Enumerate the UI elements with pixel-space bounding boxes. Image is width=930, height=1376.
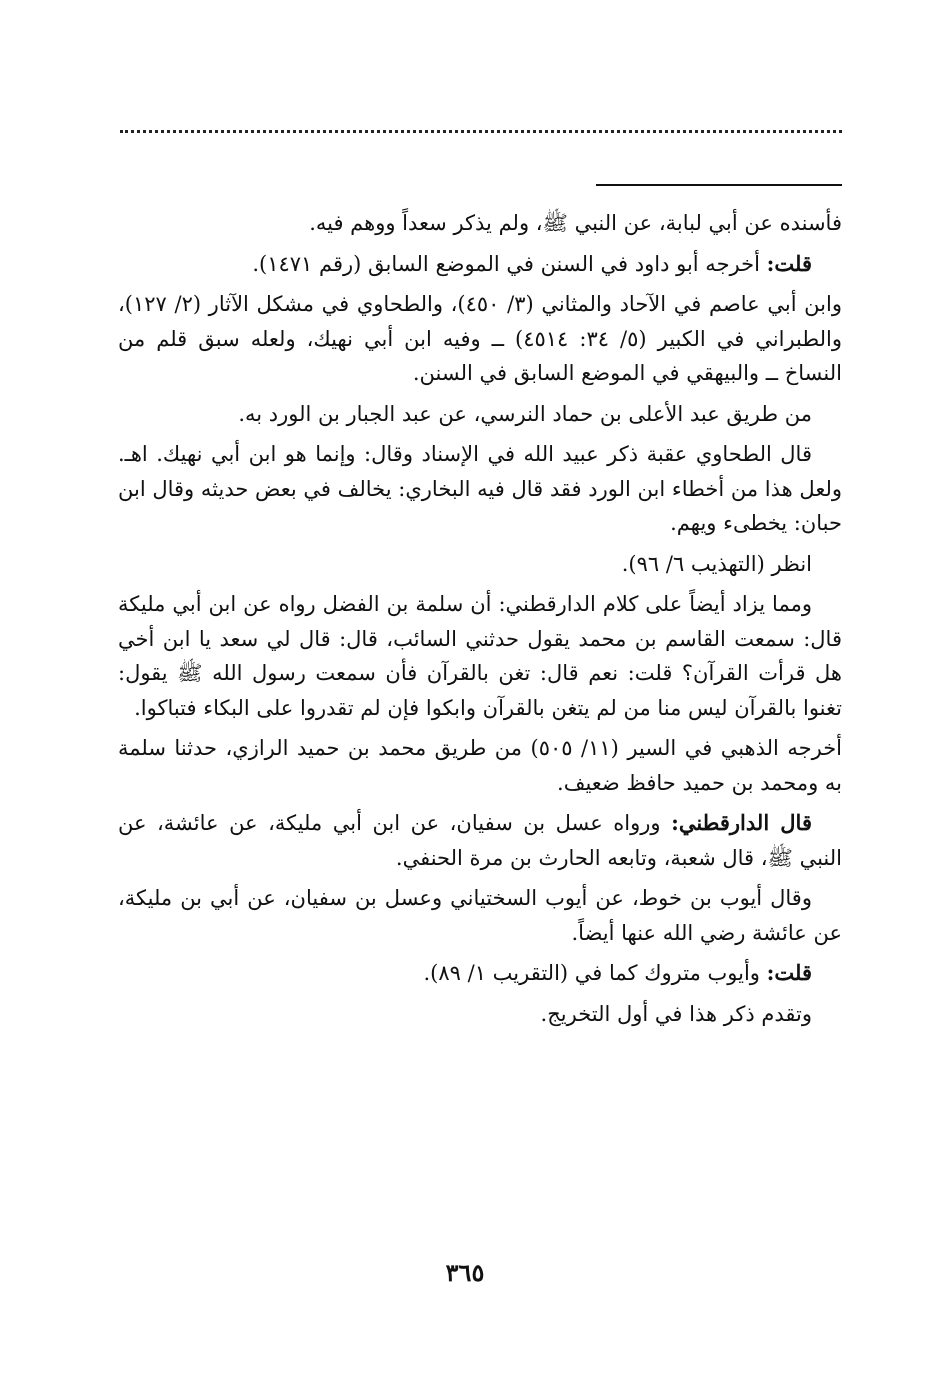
footnote-paragraph-8: أخرجه الذهبي في السير (١١/ ٥٠٥) من طريق محمد بن حميد الرازي، حدثنا سلمة به ومحمد بن حميد حافظ ضعيف. [118,736,843,795]
qult-label: قلت: [766,960,812,985]
footnote-paragraph-2 [118,247,842,282]
page-number: ٣٦٥ [445,1258,485,1287]
footnote-paragraph-6: انظر (التهذيب ٦/ ٩٦). [621,551,812,576]
paragraph-text: وأيوب متروك كما في (التقريب ١/ ٨٩). [423,961,767,985]
footnote-paragraph-11 [118,956,842,991]
footnote-paragraph-9 [118,806,842,875]
footnote-paragraph-10: وقال أيوب بن خوط، عن أيوب السختياني وعسل بن سفيان، عن أبي بن مليكة، عن عائشة رضي الله عنها أيضاً. [118,886,842,945]
paragraph-text: ورواه عسل بن سفيان، عن ابن أبي مليكة، عن عائشة، عن النبي ﷺ، قال شعبة، وتابعه الحارث بن مرة الحنفي. [118,811,842,870]
footnote-paragraph-12: وتقدم ذكر هذا في أول التخريج. [540,1001,812,1026]
footnote-body [118,206,842,1037]
paragraph-text: أخرجه أبو داود في السنن في الموضع السابق (رقم ١٤٧١). [252,251,767,276]
footnote-paragraph-7: ومما يزاد أيضاً على كلام الدارقطني: أن سلمة بن الفضل رواه عن ابن أبي مليكة قال: سمعت القاسم بن محمد يقول حدثني السائب، قال: قال لي سعد يا ابن أخي هل قرأت القرآن؟ قلت: نعم قال: تغن بالقرآن فأن سمعت رسول الله ﷺ يقول: تغنوا بالقرآن ليس منا من لم يتغن بالقرآن وابكوا فإن لم تقدروا على البكاء فتباكوا. [118,592,842,720]
footnote-rule [596,184,842,186]
daraqutni-label: قال الدارقطني: [671,810,812,835]
footnote-paragraph-5: قال الطحاوي عقبة ذكر عبيد الله في الإسناد وقال: وإنما هو ابن أبي نهيك. اهـ. ولعل هذا من أخطاء ابن الورد فقد قال فيه البخاري: يخالف في بعض حديثه وقال ابن حبان: يخطىء ويهم. [118,442,842,535]
footnote-paragraph-3: وابن أبي عاصم في الآحاد والمثاني (٣/ ٤٥٠)، والطحاوي في مشكل الآثار (٢/ ١٢٧)، والطبراني في الكبير (٥/ ٣٤: ٤٥١٤) ــ وفيه ابن أبي نهيك، ولعله سبق قلم من النساخ ــ والبيهقي في الموضع السابق في السنن. [118,292,842,385]
qult-label: قلت: [766,250,812,276]
footnote-paragraph-1: فأسنده عن أبي لبابة، عن النبي ﷺ، ولم يذكر سعداً ووهم فيه. [309,211,842,235]
dotted-separator [120,130,842,133]
footnote-paragraph-4: من طريق عبد الأعلى بن حماد النرسي، عن عبد الجبار بن الورد به. [238,401,812,426]
